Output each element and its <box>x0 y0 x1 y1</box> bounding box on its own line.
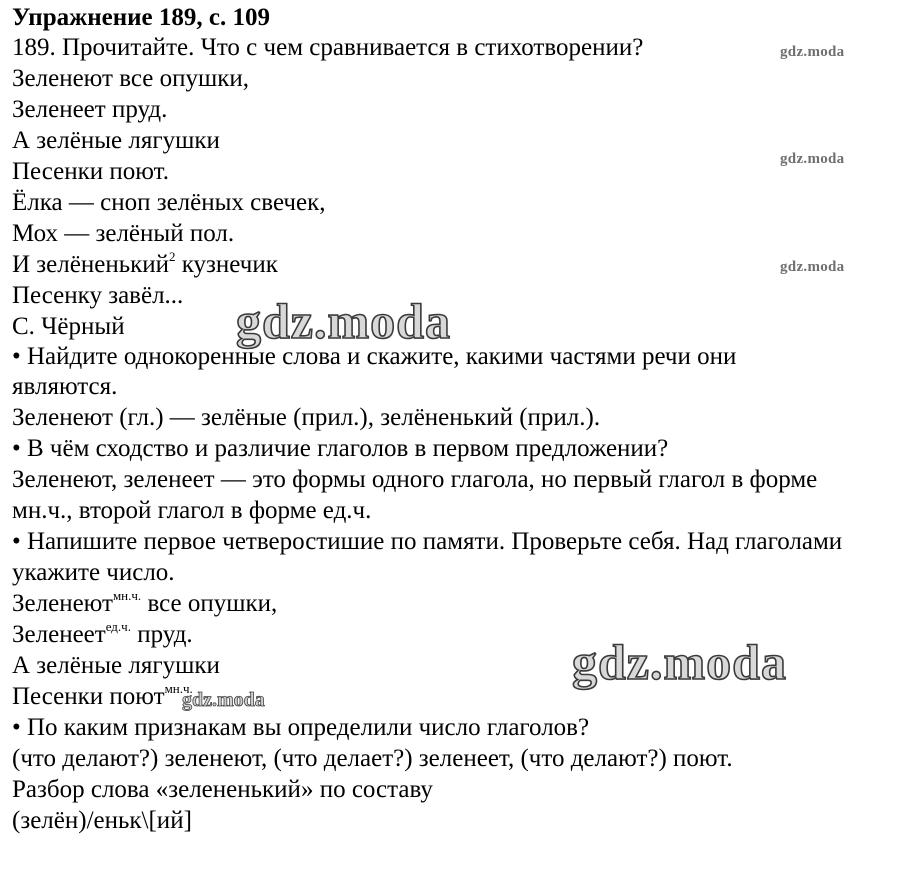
poem-text: кузнечик <box>175 251 278 278</box>
question-3-cont: укажите число. <box>12 559 175 586</box>
parse-result: (зелён)/еньк\[ий] <box>12 807 192 834</box>
marked-line: А зелёные лягушки <box>12 652 220 679</box>
answer-2-cont: мн.ч., второй глагол в форме ед.ч. <box>12 497 372 524</box>
answer-4: (что делают?) зеленеют, (что делает?) зеленеет, (что делают?) поют. <box>12 745 733 772</box>
poem-text: пруд. <box>130 621 193 648</box>
watermark: gdz.moda <box>182 689 265 711</box>
watermark: gdz.moda <box>780 151 845 167</box>
verb: Зеленеет <box>12 621 106 648</box>
verb: Зеленеют <box>12 590 113 617</box>
parse-title: Разбор слова «зелененький» по составу <box>12 776 433 803</box>
question-1: • Найдите однокоренные слова и скажите, какими частями речи они <box>12 343 737 370</box>
marked-line <box>12 620 193 650</box>
poem-line: Песенки поют. <box>12 158 169 185</box>
question-3: • Напишите первое четверостишие по памяти. Проверьте себя. Над глаголами <box>12 528 843 555</box>
poem-line: Зеленеет пруд. <box>12 96 168 123</box>
number-mark: ед.ч. <box>105 619 131 634</box>
answer-2: Зеленеют, зеленеет — это формы одного глагола, но первый глагол в форме <box>12 466 818 493</box>
question-2: • В чём сходство и различие глаголов в первом предложении? <box>12 435 669 462</box>
poem-author: С. Чёрный <box>12 313 125 340</box>
footnote-mark: 2 <box>169 249 176 264</box>
poem-text: все опушки, <box>141 590 278 617</box>
poem-line: Мох — зелёный пол. <box>12 220 235 247</box>
question-1-cont: являются. <box>12 373 118 400</box>
watermark: gdz.moda <box>780 259 845 275</box>
watermark-large: gdz.moda <box>572 634 787 690</box>
poem-line <box>12 250 278 280</box>
watermark: gdz.moda <box>780 44 845 60</box>
marked-line <box>12 682 193 712</box>
poem-line: Зеленеют все опушки, <box>12 65 249 92</box>
marked-line <box>12 589 277 619</box>
number-mark: мн.ч. <box>112 588 142 603</box>
answer-1: Зеленеют (гл.) — зелёные (прил.), зелёненький (прил.). <box>12 404 601 431</box>
poem-text: Песенки поют <box>12 683 165 710</box>
number-mark: мн.ч. <box>164 681 193 696</box>
poem-text: И зелёненький <box>12 251 170 278</box>
poem-line: Песенку завёл... <box>12 282 184 309</box>
question-4: • По каким признакам вы определили число глаголов? <box>12 714 590 741</box>
page-title: Упражнение 189, с. 109 <box>12 4 270 31</box>
watermark-large: gdz.moda <box>236 293 451 349</box>
poem-line: А зелёные лягушки <box>12 127 220 154</box>
poem-line: Ёлка — сноп зелёных свечек, <box>12 189 326 216</box>
task-text: 189. Прочитайте. Что с чем сравнивается в стихотворении? <box>12 34 644 61</box>
